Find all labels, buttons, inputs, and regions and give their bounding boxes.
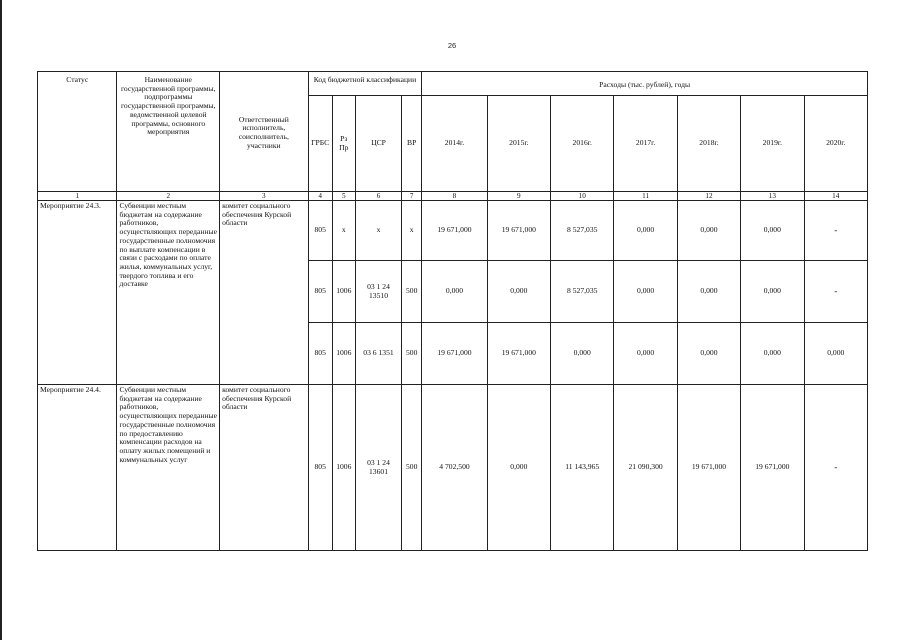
header-rzpr: Рз Пр <box>332 96 355 192</box>
table-row <box>38 385 868 551</box>
cell-value: 19 671,000 <box>422 201 487 261</box>
cell-vr: 500 <box>402 385 422 551</box>
cell-value: 0,000 <box>487 261 550 323</box>
row-name: Субвенции местным бюджетам на содержание работников, осуществляющих переданные государственные полномочия по выплате компенсации в связи с расходами по оплате жилья, коммунальных услуг, твердого топлива и его доставке <box>117 201 220 385</box>
header-year: 2020г. <box>804 96 867 192</box>
cell-value: 8 527,035 <box>551 201 614 261</box>
cell-rzpr: 1006 <box>332 261 355 323</box>
column-number: 9 <box>487 192 550 201</box>
cell-value: 0,000 <box>487 385 550 551</box>
cell-value: 0,000 <box>677 323 740 385</box>
row-status: Мероприятие 24.3. <box>38 201 117 385</box>
header-year: 2016г. <box>551 96 614 192</box>
column-number: 8 <box>422 192 487 201</box>
row-status: Мероприятие 24.4. <box>38 385 117 551</box>
cell-grbs: 805 <box>308 385 332 551</box>
cell-value: 0,000 <box>614 323 677 385</box>
header-grbs: ГРБС <box>308 96 332 192</box>
cell-value: 0,000 <box>677 261 740 323</box>
cell-value: - <box>804 385 867 551</box>
cell-value: 0,000 <box>741 323 804 385</box>
column-number: 4 <box>308 192 332 201</box>
cell-value: 19 671,000 <box>487 201 550 261</box>
cell-value: 0,000 <box>677 201 740 261</box>
cell-grbs: 805 <box>308 261 332 323</box>
row-responsible: комитет социального обеспечения Курской области <box>220 385 309 551</box>
cell-rzpr: 1006 <box>332 385 355 551</box>
header-name: Наименование государственной программы, подпрограммы государственной программы, ведомственной целевой программы, основного мероприятия <box>117 72 220 192</box>
page-left-edge <box>0 0 2 640</box>
column-number: 10 <box>551 192 614 201</box>
cell-value: 19 671,000 <box>741 385 804 551</box>
column-number: 12 <box>677 192 740 201</box>
cell-value: 8 527,035 <box>551 261 614 323</box>
row-name: Субвенции местным бюджетам на содержание работников, осуществляющих переданные государственные полномочия по предоставлению компенсации расходов на оплату жилых помещений и коммунальных услуг <box>117 385 220 551</box>
header-budget-code: Код бюджетной классификации <box>308 72 422 96</box>
column-number: 2 <box>117 192 220 201</box>
cell-value: 0,000 <box>614 201 677 261</box>
column-number: 5 <box>332 192 355 201</box>
cell-csr: 03 6 1351 <box>355 323 401 385</box>
row-responsible: комитет социального обеспечения Курской области <box>220 201 309 385</box>
cell-value: 19 671,000 <box>677 385 740 551</box>
cell-csr: 03 1 24 13510 <box>355 261 401 323</box>
column-number: 13 <box>741 192 804 201</box>
cell-value: 0,000 <box>741 261 804 323</box>
column-number: 7 <box>402 192 422 201</box>
cell-csr: х <box>355 201 401 261</box>
cell-value: 0,000 <box>422 261 487 323</box>
header-status: Статус <box>38 72 117 192</box>
cell-value: 19 671,000 <box>487 323 550 385</box>
cell-rzpr: х <box>332 201 355 261</box>
cell-value: 21 090,300 <box>614 385 677 551</box>
header-year: 2017г. <box>614 96 677 192</box>
column-number: 14 <box>804 192 867 201</box>
cell-value: 4 702,500 <box>422 385 487 551</box>
column-number: 3 <box>220 192 309 201</box>
cell-value: 0,000 <box>551 323 614 385</box>
cell-vr: х <box>402 201 422 261</box>
column-numbers-row <box>38 192 868 201</box>
cell-vr: 500 <box>402 323 422 385</box>
header-year: 2015г. <box>487 96 550 192</box>
header-expenses: Расходы (тыс. рублей), годы <box>422 72 868 96</box>
header-responsible: Ответственный исполнитель, соисполнитель, участники <box>220 72 309 192</box>
cell-value: 0,000 <box>741 201 804 261</box>
header-year: 2014г. <box>422 96 487 192</box>
cell-grbs: 805 <box>308 323 332 385</box>
cell-rzpr: 1006 <box>332 323 355 385</box>
table-row <box>38 201 868 261</box>
header-year: 2019г. <box>741 96 804 192</box>
column-number: 6 <box>355 192 401 201</box>
column-number: 11 <box>614 192 677 201</box>
cell-value: 11 143,965 <box>551 385 614 551</box>
cell-value: 19 671,000 <box>422 323 487 385</box>
header-vr: ВР <box>402 96 422 192</box>
column-number: 1 <box>38 192 117 201</box>
cell-csr: 03 1 24 13601 <box>355 385 401 551</box>
page-number: 26 <box>447 41 457 50</box>
header-csr: ЦСР <box>355 96 401 192</box>
cell-value: - <box>804 201 867 261</box>
cell-grbs: 805 <box>308 201 332 261</box>
budget-table <box>37 71 868 551</box>
cell-vr: 500 <box>402 261 422 323</box>
cell-value: 0,000 <box>614 261 677 323</box>
cell-value: - <box>804 261 867 323</box>
cell-value: 0,000 <box>804 323 867 385</box>
header-year: 2018г. <box>677 96 740 192</box>
